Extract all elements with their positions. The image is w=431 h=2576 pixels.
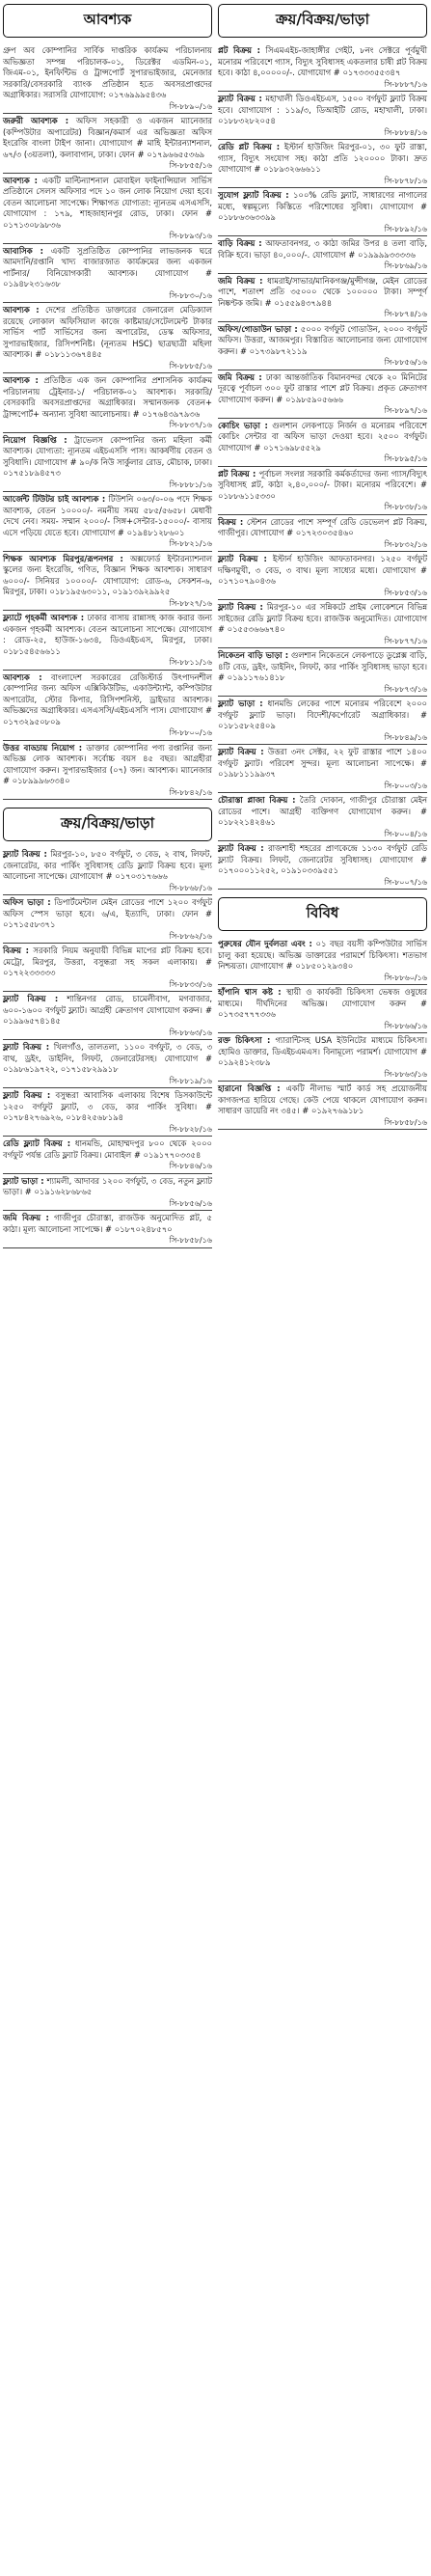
- classified-ad: [3, 992, 212, 1040]
- ad-title: ফ্ল্যাট বিক্রয় :: [3, 1042, 50, 1052]
- ad-title: প্লট বিক্রয় :: [218, 468, 256, 479]
- ad-title: আবাসিক :: [3, 245, 44, 256]
- ad-text: [3, 1042, 212, 1076]
- ad-title: জরুরী আবশ্যক :: [3, 116, 69, 125]
- ad-text: [3, 672, 212, 728]
- ad-text: [3, 435, 212, 480]
- ad-text: [218, 699, 427, 732]
- ad-code: সি-৮৮৭৪/১৬: [384, 310, 427, 318]
- ad-text: [218, 372, 427, 406]
- classified-ad: [218, 841, 427, 890]
- ad-code: সি-৮৮৩৮/১৬: [384, 503, 427, 511]
- ad-text: [3, 1213, 212, 1235]
- ad-body: মহাখালী ডিওএইচএস, ১৫০০ বর্গফুট ফ্ল্যাট বিক্রয় হবে। যোগাযোগ : ১১৯/৩, ডিআইটি রোড, মহাখালী, ঢাকা। ০১৮৮৩২৮২০৫৪: [218, 94, 427, 125]
- ad-text: [218, 987, 427, 1021]
- ad-body: একটি নীলাভ স্মার্ট কার্ড সহ প্রয়োজনীয় কাগজপত্র হারিয়ে গেছে। কেউ পেয়ে থাকলে যোগাযোগ করুন। সাধারণ ডায়েরি নং ৩৪৫। # ০১৯২৭৬৯১৮১: [218, 1083, 427, 1115]
- ad-code: সি-৮০০৪/১৬: [384, 829, 427, 838]
- ad-body: ডিপার্টমেন্টাল মেইন রোডের পাশে ১২০০ বর্গফুট অফিস স্পেস ভাড়া হবে। ৬/এ, ইত্যাদি, ঢাকা। ফোন # ০১৭১৫৫৮৩৭১: [3, 897, 212, 929]
- ad-body: ধামরাই/সাভার/মানিকগঞ্জ/মুন্সীগঞ্জ, মেইন রোডের পাশে, শতাংশ প্রতি ৩৫০০০ থেকে ১০০০০০ টাকা। সম্পূর্ণ নিষ্কণ্টক জমি। # ০১৫৫৯৪৩৭৯৪৪: [218, 275, 427, 308]
- classified-ad: [3, 373, 212, 433]
- ad-code: সি-৮৮৩৩/১৬: [169, 979, 212, 989]
- ad-text: [218, 324, 427, 358]
- ad-title: রেডি প্লট বিক্রয় :: [218, 142, 281, 151]
- ad-body: ০১ বছর বয়সী কম্পিউটার সার্ভিস চালু করা হয়েছে। অভিজ্ঞ ডাক্তারের পরামর্শে চিকিৎসা। শতভাগ নিশ্চয়তা। যোগাযোগ # ০১৮৫০১২৯৩৪০: [218, 939, 428, 971]
- classified-ad: [3, 1088, 212, 1137]
- classified-ad: [218, 600, 427, 648]
- section-header-buy-sell-rent: ক্রয়/বিক্রয়/ভাড়া: [218, 4, 427, 38]
- ad-code: সি-৮৮৭৭/১৬: [384, 636, 427, 645]
- classified-ad: [218, 419, 427, 467]
- ad-text: [218, 45, 427, 79]
- ad-text: [218, 554, 427, 588]
- ad-text: [3, 1176, 212, 1198]
- ad-text: [3, 1090, 212, 1124]
- ad-body: পূর্বাচল সংলগ্ন সরকারি কর্মকর্তাদের জন্য গ্যাস/বিদ্যুৎ সুবিধাসহ প্লট, কাঠা ২,৪০,০০০/- টাকা। মনোরম পরিবেশে। # ০১৮৮৬১১৫৩৩০: [218, 468, 427, 501]
- classified-ad: [218, 648, 427, 697]
- classified-ad: [3, 895, 212, 944]
- ad-title: রেডি ফ্ল্যাট বিক্রয় :: [3, 1138, 71, 1148]
- ad-body: মিরপুর-১০, ৮৫০ বর্গফুট, ৩ বেড, ২ বাথ, লিফট, জেনারেটর, কার পার্কিং সুবিধাসহ রেডি ফ্ল্যাট বিক্রয় হবে। মূল্য আলোচনা সাপেক্ষে। যোগাযোগ # ০১৭০৩১৭৬৬৬: [3, 849, 213, 881]
- ad-text: [218, 939, 427, 973]
- ad-body: একটি সুপ্রতিষ্ঠিত কোম্পানির লাভজনক ঘরে আমদানি/রপ্তানি খাদ্য বাজারজাত কার্যক্রমের জন্য একজন পার্টনার/ বিনিয়োগকারী আবশ্যক। যোগাযোগ # ০১৯৪৮২৩১৬৩৮: [3, 245, 212, 288]
- ad-body: উত্তরা ৩নং সেক্টর, ২২ ফুট রাস্তার পাশে ১৪০০ বর্গফুট ফ্ল্যাট। পরিবেশ সুন্দর। মূল্য আলোচনা সাপেক্ষে। # ০১৯৮১১১৯৯৩৭: [218, 747, 427, 779]
- classified-ad: [3, 671, 212, 741]
- ad-text: [3, 849, 212, 883]
- ad-code: সি-৮৮৫৮/১৬: [384, 1117, 427, 1127]
- classified-ad: [3, 303, 212, 373]
- ad-body: গ্যারান্টিসহ USA ইউনিটের মাধ্যমে চিকিৎসা। হোমিও ডাক্তার, ডিএইচএমএস। বিনামূল্যে পরামর্শ। যোগাযোগ # ০১৯২৪১২৩৮৯: [218, 1035, 427, 1067]
- classified-ad: [3, 1040, 212, 1088]
- ad-title: আবশ্যক :: [3, 175, 39, 185]
- ad-code: সি-৮০০৭/১৬: [384, 877, 427, 887]
- ad-title: হাঁপানি শ্বাস কষ্ট :: [218, 987, 282, 997]
- ad-code: সি-৮৮৫৬/১৬: [384, 358, 427, 367]
- ad-body: গুলশান নিকেতনে লেকপাড়ে ডুপ্লেক্স বাড়ি, ৪টি বেড, ড্রইং, ডাইনিং, লিফট, কার পার্কিং সুবিধাসহ ভাড়া হবে। # ০১৯১১৭৬১৪১৮: [218, 650, 428, 682]
- classified-ad: [218, 322, 427, 370]
- ad-body: গাজীপুর চৌরাস্তা, রাজউক অনুমোদিত প্লট, ৫ কাঠা। মূল্য আলোচনা সাপেক্ষে। # ০১৮৭০২৪৮৫৭০: [3, 1213, 212, 1234]
- ad-text: [3, 305, 212, 361]
- ad-text: [218, 843, 427, 877]
- ads-list-wanted: [3, 43, 212, 800]
- classified-ad: [218, 985, 427, 1033]
- ad-text: [3, 116, 212, 160]
- ad-body: অফিস সহকারী ও একজন ম্যানেজার (কম্পিউটার অপারেটর) বিজ্ঞান/কমার্স এর অভিজ্ঞতা অফিস ইংরেজি বাংলা টাইপ জানা। যোগাযোগ # মাহি ইন্টারন্যাশনাল, ৬৭/৩ (৩য়তলা), কলাবাগান, ঢাকা। ফোন # ০১৭৯৬৬৫৫৩৬৯: [3, 116, 212, 159]
- ad-text: [218, 795, 427, 829]
- classified-ad: [218, 140, 427, 188]
- ad-body: আফতাবনগর, ৩ কাঠা জমির উপর ৪ তলা বাড়ি, বিক্রি হবে। ভাড়া ৪০,০০০/-. যোগাযোগ # ০১৯৯৯৯৩৩৩৩৬: [218, 238, 427, 260]
- ad-title: জমি বিক্রয় :: [218, 275, 263, 286]
- ad-title: বাড়ি বিক্রয় :: [218, 238, 262, 248]
- ad-body: একটি মাল্টিন্যাশনাল মোবাইল ফাইনান্সিয়াল সার্ভিস প্রতিষ্ঠানে সেলস অফিসার পদে ১০ জন লোক নিয়োগ দেয়া হবে। বেতন আলোচনা সাপেক্ষে। শিক্ষাগত যোগ্যতা: ন্যূনতম এসএসসি, যোগাযোগ : ১৭৯, শাহজাহানপুর রোড, ঢাকা। ফোন # ০১৭১৩০৮৯৮৩৬: [3, 175, 212, 230]
- ad-text: [218, 190, 427, 224]
- ad-text: [218, 469, 427, 503]
- ad-body: স্থায়ী ও কার্যকরী চিকিৎসা ভেষজ ওষুধের মাধ্যমে। দীর্ঘদিনের অভিজ্ঞ। যোগাযোগ করুন # ০১৭৩৫৭৭৭৩৩৬: [218, 987, 427, 1019]
- ad-title: ফ্ল্যাট বিক্রয় :: [3, 994, 59, 1003]
- ad-title: পুরুষের যৌন দুর্বলতা এবং :: [218, 939, 312, 948]
- ad-code: সি-৮৮৩২/১৬: [384, 539, 427, 549]
- ad-code: সি-৮৮৭৩/১৬: [384, 684, 427, 694]
- ad-code: সি-৮৮০০/১৬: [169, 728, 212, 737]
- ad-title: ফ্ল্যাট বিক্রয় :: [218, 747, 264, 756]
- ad-body: ১০০% রেডি ফ্ল্যাট, সাধারণের নাগালের মধ্যে, স্বল্পমূল্যে কিস্তিতে পরিশোধের সুবিধা। যোগাযোগ # ০১৮৮৬৩৬৩৩৯৯: [218, 190, 427, 222]
- ad-code: সি-৮৮৬২/১৬: [169, 931, 212, 941]
- classified-ad: [218, 793, 427, 841]
- ad-code: সি-৮৮৬৯/১৬: [384, 261, 427, 270]
- ad-text: [218, 94, 427, 127]
- ad-body: টিউশনি ০৬৩/০-০৬ পদে শিক্ষক আবশ্যক, বেতন ১০০০০/- নমনীয় সময় ৫৮৫/৫৬৫৮। মেধাবী দেখে নেব। সময়- সম্মান ২০০০/- সিঙ্গ+সেন্টার-১৫০০০/- বাসায় এসে পড়িয়ে যেতে হবে। যোগাযোগ # ০১৯৪৮১২৮৬০১: [3, 494, 212, 537]
- ad-body: ধানমন্ডি, মোহাম্মদপুর ৮০০ থেকে ২০০০ বর্গফুট পর্যন্ত রেডি ফ্ল্যাট বিক্রয়। মোবাইল # ০১৯১৭৭০৩৩৫৪: [3, 1138, 212, 1160]
- ad-code: সি-৮৮৮৭/১৬: [384, 79, 427, 89]
- classified-ad: [3, 552, 212, 612]
- ad-body: শান্তিনগর রোড, চামেলীবাগ, মগবাজার, ৬০০-১৬০০ বর্গফুট ফ্ল্যাট। আগ্রহী ক্রেতাগণ যোগাযোগ করুন। # ০১৯৯৬৫৭৪১৪৫: [3, 994, 213, 1026]
- ad-code: সি-৮৮৫৩/১৬: [384, 588, 427, 597]
- ad-title: উত্তর বাড্ডায় নিয়োগ :: [3, 742, 83, 753]
- ad-code: সি-৮৮৯৩/১৬: [169, 232, 212, 240]
- ad-title: অফিস ভাড়া :: [3, 897, 51, 907]
- ad-title: কোচিং ভাড়া :: [218, 420, 268, 430]
- classified-ad: [218, 236, 427, 274]
- ad-title: অফিস/গোডাউন ভাড়া :: [218, 323, 298, 334]
- ad-code: সি-৮৮২১/১৬: [169, 539, 212, 548]
- ad-text: [218, 276, 427, 310]
- ad-body: খিলগাঁও, তালতলা, ১১০০ বর্গফুট, ৩ বেড, ৩ বাথ, ড্রইং, ডাইনিং, লিফট, জেনারেটরসহ। যোগাযোগ # ০১৯৮৬১৯৭২২, ০১৭১৫৮২৯৯১৮: [3, 1042, 213, 1074]
- ad-text: [3, 613, 212, 657]
- classified-ad: [3, 244, 212, 304]
- ad-text: [3, 246, 212, 290]
- ad-body: ৫০০০ বর্গফুট গোডাউন, ২০০০ বর্গফুট অফিস। উত্তরা, আজমপুর। বিস্তারিত আলোচনার জন্য যোগাযোগ করুন। # ০১৭৩৯৮৭২১১৯: [218, 323, 427, 356]
- section-header-buy-sell-rent-left: ক্রয়/বিক্রয়/ভাড়া: [3, 808, 212, 841]
- ad-code: সি-৮৮৫৬/১৬: [169, 1198, 212, 1208]
- ads-list-buy-sell-rent-left: [3, 847, 212, 1248]
- ad-title: জমি বিক্রয় :: [3, 1213, 49, 1222]
- ad-code: সি-৮৮৩০/১৬: [169, 290, 212, 300]
- ad-body: সরকারি নিয়ম অনুযায়ী বিভিন্ন মাপের প্লট বিক্রয় হবে। মেট্রো, মিরপুর, উত্তরা, বসুন্ধরা সহ সকল এলাকায়। # ০১৭২২৩৩৩৩৩: [3, 945, 212, 977]
- ad-code: সি-৮৮৭৮/১৬: [384, 176, 427, 185]
- ad-title: জমি বিক্রয় :: [218, 371, 262, 382]
- ad-body: স্টেশন রোডের পাশে সম্পূর্ণ রেডি ডেভেলপ প্লট বিক্রয়, গাজীপুর। যোগাযোগ # ০১৭২৩০৩৫৪৬০: [218, 516, 427, 537]
- ad-title: ফ্ল্যাট ভাড়া :: [218, 699, 263, 708]
- ad-code: সি-৮৮৪৬/১৬: [169, 1162, 212, 1170]
- ad-code: সি-৮৮৬৩/১৬: [384, 1069, 427, 1079]
- ad-title: আবশ্যক :: [3, 671, 42, 682]
- ad-title: চৌরাস্তা প্লাজা বিক্রয় :: [218, 795, 296, 805]
- ad-code: সি-৮৮৪৯/১৬: [384, 732, 427, 742]
- ad-text: [3, 897, 212, 931]
- ad-code: সি-৮৮৯০/১৬: [169, 101, 212, 111]
- ad-text: [218, 602, 427, 636]
- ad-body: বাংলাদেশ সরকারের রেজিস্টার্ড উৎপাদনশীল কোম্পানির জন্য অফিস এক্সিকিউটিভ, একাউন্ট্যান্ট, কম্পিউটার অপারেটর, স্টোর কিপার, রিসিপশনিস্ট, ড্রাইভার আবশ্যক। অভিজ্ঞদের অগ্রাধিকার। এসএসসি/এইচএসসি পাস। যোগাযোগ # ০১৭৩২৯৫০৮০৯: [3, 671, 212, 726]
- ad-code: সি-৮৮৬০/১৬: [384, 973, 427, 982]
- classified-ad: [218, 370, 427, 419]
- ad-title: ফ্ল্যাট বিক্রয় :: [218, 843, 264, 853]
- ad-code: সি-৮৮৬৩/১৬: [169, 1028, 212, 1037]
- ad-body: প্রতিষ্ঠিত এক জন কোম্পানির প্রশাসনিক কার্যক্রম পরিচালনায় ট্রেইনার-১/ পরিচালক-০১ আবশ্যক। সরকারি/বেসরকারি অবসরপ্রাপ্তদের অগ্রাধিকার। সম্মানজনক বেতন+ ট্রান্সপোর্ট+ অন্যান্য সুবিধা আলোচনায়। # ০১৭৬৪৩৯৭৯৩৬: [3, 375, 212, 419]
- section-header-miscellaneous: বিবিধ: [218, 897, 427, 931]
- ad-title: ফ্ল্যাট বিক্রয় :: [218, 94, 262, 103]
- ad-code: সি-৮৮৩৭/১৬: [169, 421, 212, 429]
- spacer: [3, 1248, 212, 2575]
- ad-text: [218, 142, 427, 176]
- ad-code: সি-৮৮৮৫/১৬: [169, 361, 212, 370]
- classified-ad: [3, 1137, 212, 1174]
- classified-ad: [218, 274, 427, 322]
- classified-ad: [218, 552, 427, 600]
- classified-ad: [3, 944, 212, 992]
- section-header-wanted: আবশ্যক: [3, 4, 212, 38]
- ad-title: নিয়োগ বিজ্ঞপ্তি :: [3, 434, 67, 445]
- ad-body: মিরপুর-১০ এর সন্নিকটে প্রাইম লোকেশনে বিভিন্ন সাইজের রেডি ফ্ল্যাট বিক্রয় হবে। রাজউক অনুমোদিত। যোগাযোগ # ০১৫৫৩৬৬৬৭৪০: [218, 602, 428, 634]
- ad-text: [3, 1138, 212, 1161]
- ad-text: [218, 747, 427, 781]
- ad-code: সি-৮৮৬৮/১৬: [169, 883, 212, 892]
- ad-title: ফ্ল্যাট বিক্রয় :: [3, 849, 47, 859]
- ad-code: সি-৮৮৮১/১৬: [169, 480, 212, 489]
- spacer: [218, 1130, 427, 2574]
- ad-code: সি-৮০০৩/১৬: [384, 781, 427, 790]
- ad-title: বিক্রয় :: [218, 516, 244, 527]
- ads-list-buy-sell-rent: [218, 43, 427, 890]
- ads-list-miscellaneous: [218, 937, 427, 1130]
- ad-text: [218, 238, 427, 260]
- ad-body: ডাক্তার কোম্পানির পণ্য রপ্তানির জন্য অভিজ্ঞ লোক আবশ্যক। সর্বোচ্চ বয়স ৪৫ বছর। আগ্রহীরা যোগাযোগ করুন। সুপারভাইজার (০৭) জন। আবশ্যক। ম্যানেজার # ০১৮৯৯৯৬৩৩৪০: [3, 742, 212, 785]
- classified-ad: [3, 1174, 212, 1212]
- ad-code: সি-৮৮৬৬/১৬: [384, 1021, 427, 1030]
- ad-code: সি-৮৮৮৪/১৬: [384, 127, 427, 137]
- ad-code: সি-৮৮৯৭/১৬: [384, 406, 427, 415]
- ad-title: রক্ত চিকিৎসা :: [218, 1035, 271, 1045]
- ad-text: [3, 45, 212, 101]
- ad-text: [3, 994, 212, 1028]
- ad-body: ঢাকা আন্তর্জাতিক বিমানবন্দর থেকে ২০ মিনিটের দূরত্বে পূর্বাচল ৩০০ ফুট রাস্তার পাশে প্লট বিক্রয়। প্রকৃত ক্রেতাগণ যোগাযোগ করুন। # ০১৯৮৫৯০৫৬৬৬: [218, 371, 427, 404]
- classified-ad: [3, 611, 212, 671]
- classified-ad: [218, 1033, 427, 1082]
- ad-text: [3, 945, 212, 979]
- ad-title: ফ্ল্যাটে গৃহকর্মী আবশ্যক :: [3, 613, 85, 622]
- ad-body: গ্রুপ অব কোম্পানির সার্বিক দাপ্তরিক কার্যক্রম পরিচালনায় অভিজ্ঞতা সম্পন্ন পরিচালক-০১, ডিরেক্টর এডমিন-০১, জিএম-০১, ইনফিন্টিভ ও ট্রান্সপোর্ট সুপারভাইজার, মেনেজার সরকারি/বেসরকারি ব্যাংক প্রতিষ্ঠান হতে অবসরপ্রাপ্তদের অগ্রাধিকার। সরাসরি যোগাযোগ: ০১৭৬৯৯৯৫৪৩৬: [3, 45, 212, 99]
- classified-ad: [218, 92, 427, 140]
- ad-body: অক্সফোর্ড ইন্টারন্যাশনাল স্কুলের জন্য ইংরেজি, গণিত, বিজ্ঞান শিক্ষক আবশ্যক। সাধারণ ৬০০০/- সিনিয়র ১০০০০/- যোগাযোগ: রোড-৬, সেকশন-৬, মিরপুর, ঢাকা। ০১৮১৯৫৬৩০১১, ০১৯১৩৯২৯৯২৫: [3, 553, 212, 596]
- ad-code: সি-৮৮৯৫/১৬: [384, 454, 427, 463]
- ad-body: ট্রাভেলস কোম্পানির জন্য মহিলা কর্মী আবশ্যক। যোগ্যতা: ন্যূনতম এইচএসসি পাস। আকর্ষণীয় বেতন ও সুবিধাদি। যোগাযোগ # ৯০/ক নিউ সার্কুলার রোড, মৌচাক, ঢাকা। ০১৭৫১৮৯৪৫৭৩: [3, 434, 212, 478]
- ad-code: সি-৮৮২৭/১৬: [169, 598, 212, 608]
- ad-body: সিএমএইচ-জাহাঙ্গীর গেইট, ৮নং সেক্টরে পূর্বমুখী মনোরম পরিবেশে গ্যাস, বিদ্যুৎ সুবিধাসহ একতলার চাষী প্লট বিক্রয় হবে। কাঠা ৪,০০০০০/-. যোগাযোগ # ০১৭৩৩৩৫৫৩৪৭: [218, 45, 427, 77]
- ad-title: আর্জেন্ট টিউটর চাই আবশ্যক :: [3, 494, 106, 504]
- ad-text: [218, 421, 427, 454]
- ad-title: ফ্ল্যাট ভাড়া :: [3, 1175, 44, 1186]
- ad-code: সি-৮৮৫৫/১৬: [169, 161, 212, 170]
- classified-ad: [218, 43, 427, 92]
- ad-text: [3, 176, 212, 232]
- classified-ad: [3, 492, 212, 552]
- classified-ad: [3, 1211, 212, 1248]
- ad-body: ইস্টার্ন হাউজিং মিরপুর-০১, ৩০ ফুট রাস্তা, গ্যাস, বিদ্যুৎ সংযোগ সহ। কাঠা প্রতি ১২০০০০ টাকা। দ্রুত যোগাযোগ # ০১৮৯৩২৬৬৬১১: [218, 142, 427, 174]
- ad-title: নিকেতন বাড়ি ভাড়া :: [218, 650, 289, 660]
- ad-body: রাজশাহী শহরের প্রাণকেন্দ্রে ১১৩০ বর্গফুট রেডি ফ্ল্যাট বিক্রয়। লিফট, জেনারেটর সুবিধাসহ। যোগাযোগ # ০১৭০০০১১২৫২, ০১৯১০৩৩৯৫৫১: [218, 843, 427, 875]
- right-column: [218, 2, 427, 2574]
- classified-ad: [3, 433, 212, 493]
- classified-ad: [218, 467, 427, 515]
- classified-ad: [3, 114, 212, 174]
- ad-body: দেশের প্রতিষ্ঠিত ডাক্তারের জেনারেল মেডিক্যাল রয়েছে লোকাল অফিসিয়াল কাজে কাষ্টমার/সেটেলমেন্ট টাকার সার্ভিস পার্ট সার্ভিসের জন্য অপারেটর, ডেস্ক অফিসার, সুপারভাইজার, রিসিপশনিষ্ট। (নূন্যতম HSC) ছাত্রছাত্রী মহিলা আবশ্যক। # ০১৮১১৩৬৭৪৪৫: [3, 305, 212, 359]
- ad-title: হারানো বিজ্ঞপ্তি :: [218, 1083, 281, 1093]
- ad-code: সি-৮৮৪২/১৬: [169, 787, 212, 797]
- classified-ad: [3, 741, 212, 801]
- ad-text: [3, 554, 212, 598]
- ad-title: সুযোগ ফ্ল্যাট বিক্রয় :: [218, 190, 289, 200]
- classified-ad: [218, 1082, 427, 1130]
- ad-body: বসুন্ধরা আবাসিক এলাকায় বিশেষ ডিসকাউন্টে ১২৫০ বর্গফুট ফ্ল্যাট, ৩ বেড, কার পার্কিং সুবিধা। # ০১৭৮৪২৭৬৯২৬, ০১৮৪২৫৬৮১৯৪: [3, 1090, 212, 1122]
- ad-text: [3, 375, 212, 420]
- classified-ad: [3, 43, 212, 114]
- ad-body: গুলশান লেকপাড়ে নির্জন ও মনোরম পরিবেশে কোচিং সেন্টার বা অফিস ভাড়া দেওয়া হবে। ২৫০০ বর্গফুট। যোগাযোগ # ০১৭১৬৯৮৫৫২৯: [218, 420, 427, 452]
- ad-text: [218, 1035, 427, 1069]
- classified-ad: [218, 188, 427, 236]
- ad-title: ফ্ল্যাট বিক্রয় :: [218, 602, 263, 612]
- classified-ad: [218, 937, 427, 985]
- left-column: [3, 2, 212, 2574]
- ad-code: সি-৮৮১১/১৬: [169, 658, 212, 667]
- ad-text: [218, 517, 427, 539]
- ad-body: ইস্টার্ন হাউজিং আফতাবনগর। ১২৫০ বর্গফুট দক্ষিণমুখী, ৩ বেড, ৩ বাথ। মূল্য সাধ্যের মধ্যে। যোগাযোগ # ০১৭১০৭৯০৪৩৬: [218, 554, 428, 586]
- ad-title: শিক্ষক আবশ্যক মিরপুর/রূপনগর :: [3, 553, 123, 563]
- ad-title: প্লট বিক্রয় :: [218, 45, 260, 55]
- ad-code: সি-৮৮১৯/১৬: [169, 1076, 212, 1085]
- ad-title: ফ্ল্যাট বিক্রয় :: [218, 554, 267, 563]
- ad-text: [3, 743, 212, 787]
- ad-text: [218, 650, 427, 684]
- ad-body: তৈরি দোকান, গাজীপুর চৌরাস্তা মেইন রোডের পাশে। আগ্রহী ব্যক্তিগণ যোগাযোগ করুন। # ০১৮২২১৪২৪৬১: [218, 795, 427, 827]
- ad-body: ঢাকার বাসায় রান্নাসহ কাজ করার জন্য একজন গৃহকর্মী আবশ্যক। বেতন আলোচনা সাপেক্ষে। যোগাযোগ : রোড-২৫, হাউজ-১৬৩৪, ডিওএইচএস, মিরপুর, ঢাকা। ০১৮১৫৪৫৬৬১১: [3, 613, 212, 656]
- ad-code: সি-৮৮৯২/১৬: [384, 224, 427, 233]
- ad-text: [3, 494, 212, 538]
- ad-text: [218, 1083, 427, 1117]
- ad-title: বিক্রয় :: [3, 945, 29, 955]
- ad-body: শ্যামলী, আদাবর ১২০০ বর্গফুট, ৩ বেড, নতুন ফ্ল্যাট ভাড়া। # ০১৯১৬২৮৬৮৬৫: [3, 1175, 212, 1196]
- classified-ad: [218, 515, 427, 553]
- classified-ad: [3, 174, 212, 244]
- ad-body: ধানমন্ডি লেকের পাশে মনোরম পরিবেশে ২০০০ বর্গফুট ফ্ল্যাট ভাড়া। বিদেশী/কর্পোরেট অগ্রাধিকার। # ০১৮১৫৮২৫৪০৯: [218, 699, 427, 730]
- ad-code: সি-৮৮২৮/১৬: [169, 1124, 212, 1134]
- classified-ad: [218, 697, 427, 745]
- classified-ad: [3, 847, 212, 895]
- classified-ad: [218, 745, 427, 793]
- ad-title: ফ্ল্যাট বিক্রয় :: [3, 1090, 51, 1100]
- ad-code: সি-৮৮৫৮/১৬: [169, 1236, 212, 1245]
- ad-title: আবশ্যক :: [3, 305, 40, 315]
- ad-title: আবশ্যক :: [3, 375, 39, 385]
